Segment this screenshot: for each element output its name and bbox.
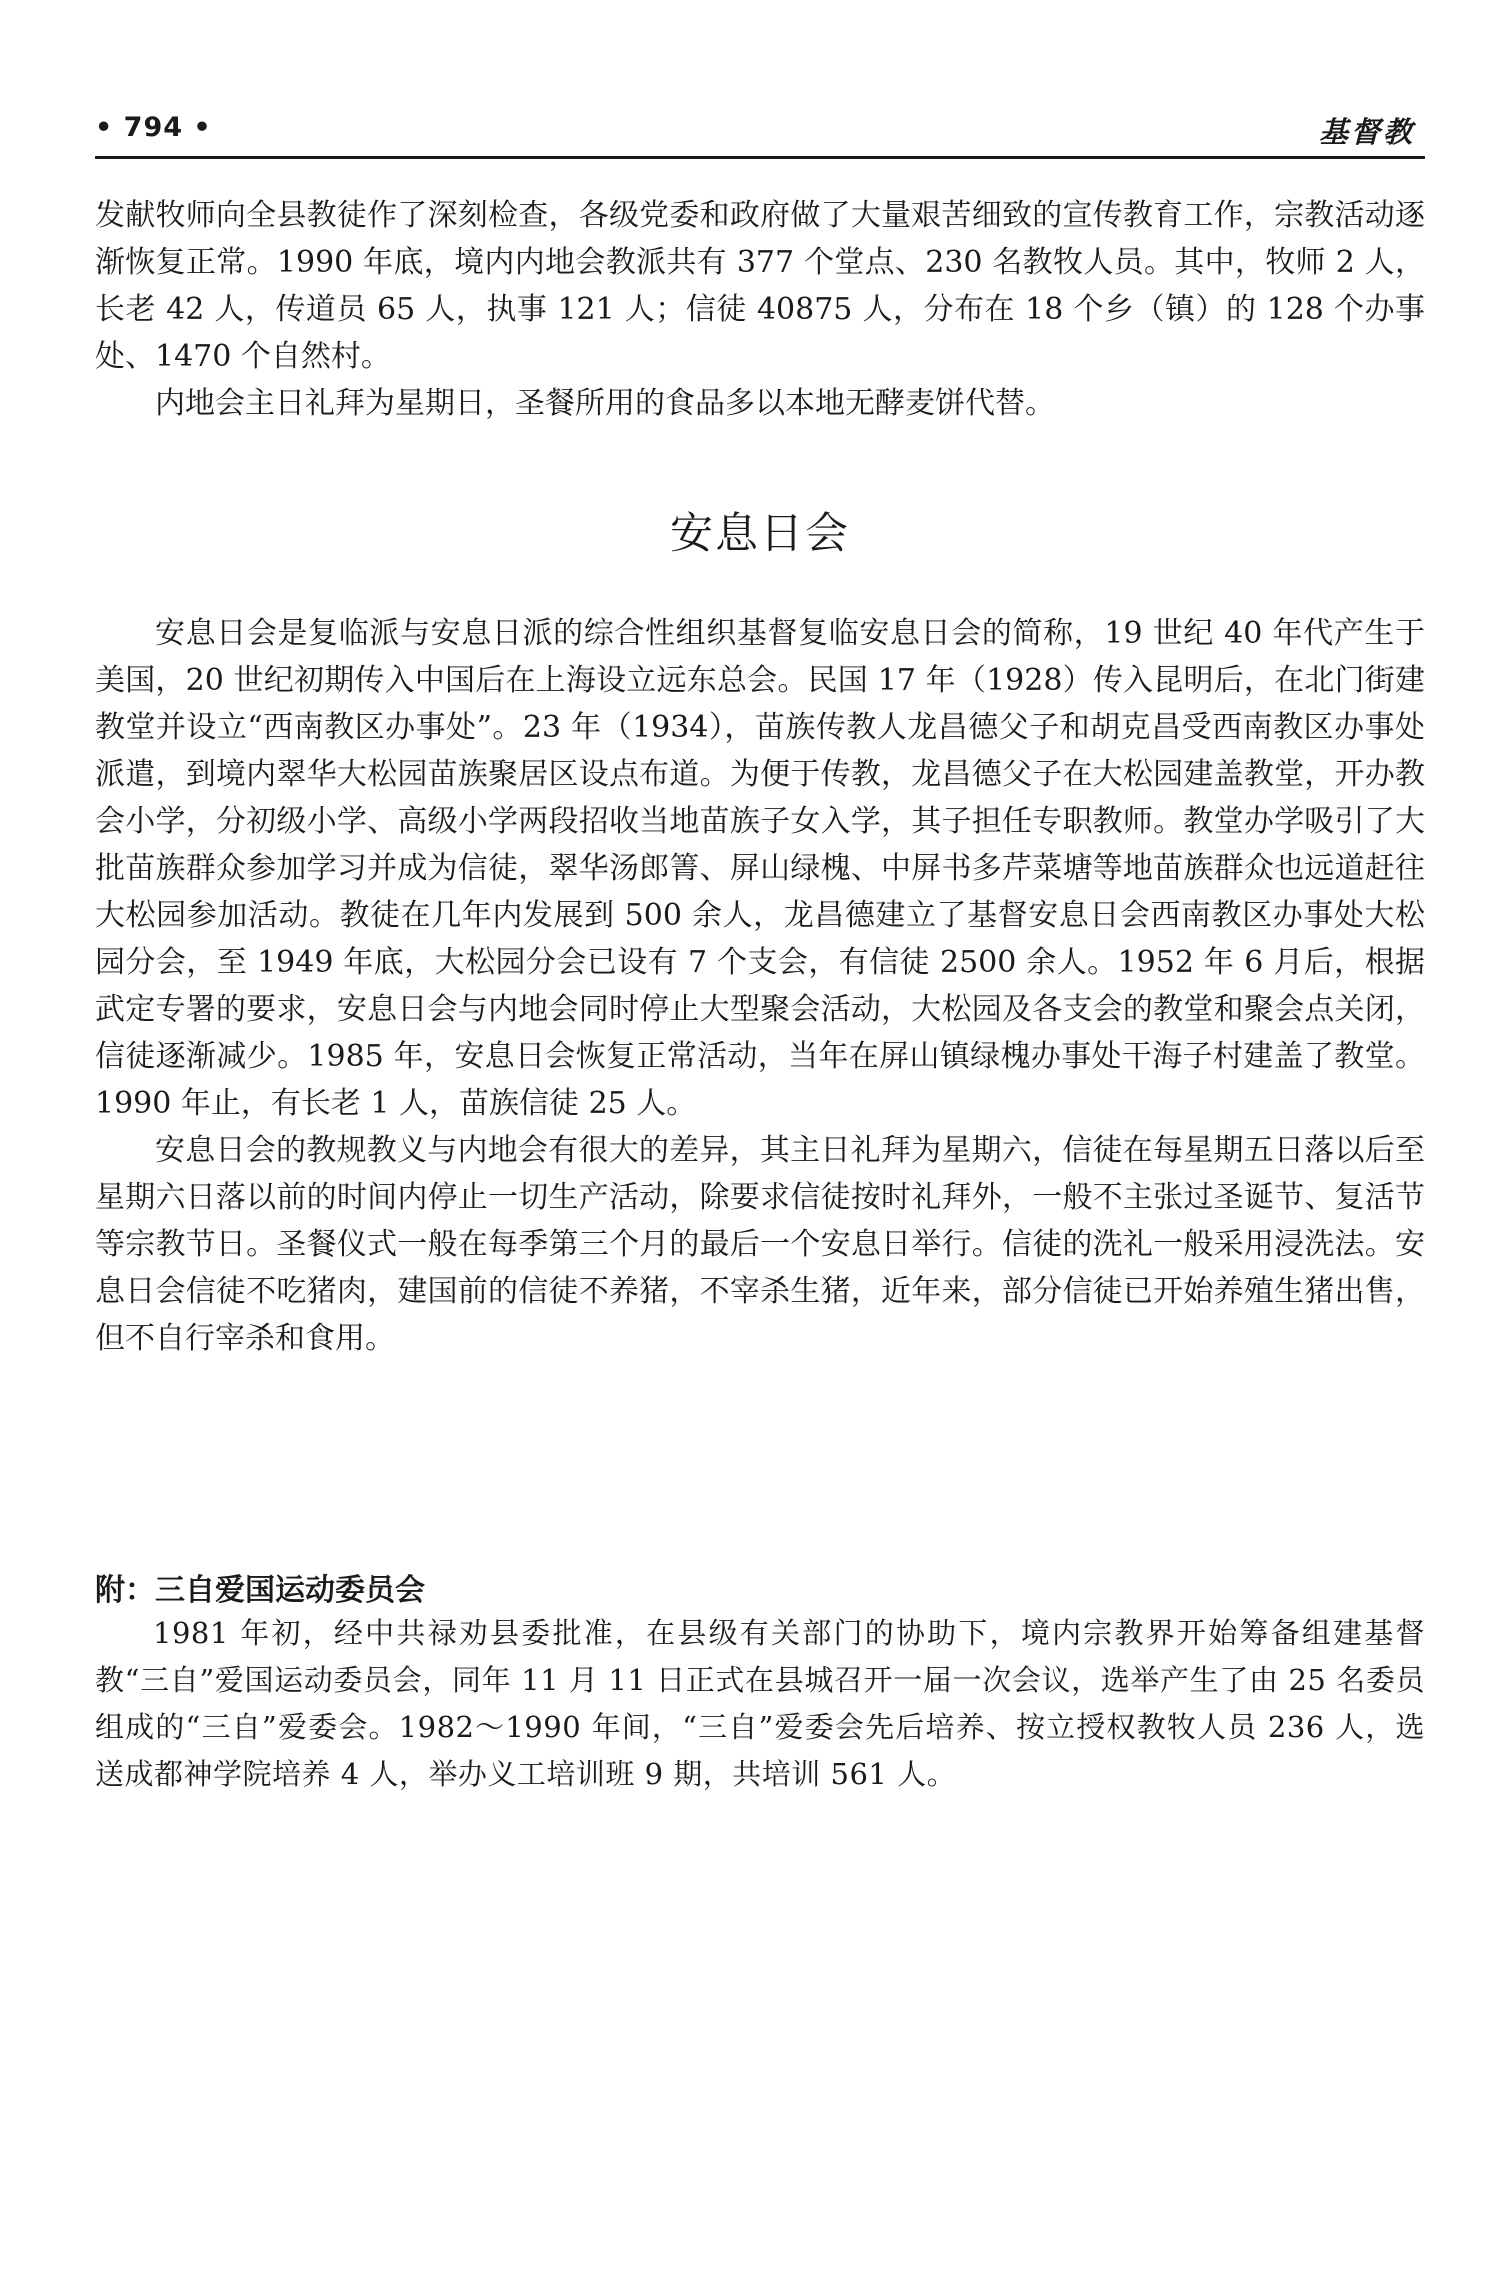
adventist-paragraph-2: 安息日会的教规教义与内地会有很大的差异，其主日礼拜为星期六，信徒在每星期五日落以后至星期六日落以前的时间内停止一切生产活动，除要求信徒按时礼拜外，一般不主张过圣诞节、复活节等宗教节日。圣餐仪式一般在每季第三个月的最后一个安息日举行。信徒的洗礼一般采用浸洗法。安息日会信徒不吃猪肉，建国前的信徒不养猪，不宰杀生猪，近年来，部分信徒已开始养殖生猪出售，但不自行宰杀和食用。 — [95, 1133, 1425, 1356]
running-header — [95, 108, 1425, 152]
adventist-paragraph-1: 安息日会是复临派与安息日派的综合性组织基督复临安息日会的简称，19 世纪 40 年代产生于美国，20 世纪初期传入中国后在上海设立远东总会。民国 17 年（1928）传入昆明后，在北门街建教堂并设立“西南教区办事处”。23 年（1934），苗族传教人龙昌德父子和胡克昌受西南教区办事处派遣，到境内翠华大松园苗族聚居区设点布道。为便于传教，龙昌德父子在大松园建盖教堂，开办教会小学，分初级小学、高级小学两段招收当地苗族子女入学，其子担任专职教师。教堂办学吸引了大批苗族群众参加学习并成为信徒，翠华汤郎箐、屏山绿槐、中屏书多芹菜塘等地苗族群众也远道赶往大松园参加活动。教徒在几年内发展到 500 余人，龙昌德建立了基督安息日会西南教区办事处大松园分会，至 1949 年底，大松园分会已设有 7 个支会，有信徒 2500 余人。1952 年 6 月后，根据武定专署的要求，安息日会与内地会同时停止大型聚会活动，大松园及各支会的教堂和聚会点关闭，信徒逐渐减少。1985 年，安息日会恢复正常活动，当年在屏山镇绿槐办事处干海子村建盖了教堂。1990 年止，有长老 1 人，苗族信徒 25 人。 — [95, 616, 1425, 1121]
section-name: 基督教 — [1318, 115, 1415, 149]
adventist-section — [95, 610, 1425, 1362]
appendix-paragraph-1: 1981 年初，经中共禄劝县委批准，在县级有关部门的协助下，境内宗教界开始筹备组建基督教“三自”爱国运动委员会，同年 11 月 11 日正式在县城召开一届一次会议，选举产生了由 25 名委员组成的“三自”爱委会。1982～1990 年间，“三自”爱委会先后培养、按立授权教牧人员 236 人，选送成都神学院培养 4 人，举办义工培训班 9 期，共培训 561 人。 — [95, 1616, 1425, 1791]
appendix-title: 附：三自爱国运动委员会 — [95, 1573, 425, 1608]
header-rule — [95, 156, 1425, 159]
intro-section — [95, 192, 1425, 427]
section-heading-adventist: 安息日会 — [670, 509, 850, 559]
page-number: • 794 • — [95, 112, 212, 143]
intro-paragraph-2: 内地会主日礼拜为星期日，圣餐所用的食品多以本地无酵麦饼代替。 — [155, 386, 1055, 421]
appendix-section — [95, 1610, 1425, 1798]
intro-paragraph-1: 发献牧师向全县教徒作了深刻检查，各级党委和政府做了大量艰苦细致的宣传教育工作，宗教活动逐渐恢复正常。1990 年底，境内内地会教派共有 377 个堂点、230 名教牧人员。其中，牧师 2 人，长老 42 人，传道员 65 人，执事 121 人；信徒 40875 人，分布在 18 个乡（镇）的 128 个办事处、1470 个自然村。 — [95, 198, 1425, 374]
